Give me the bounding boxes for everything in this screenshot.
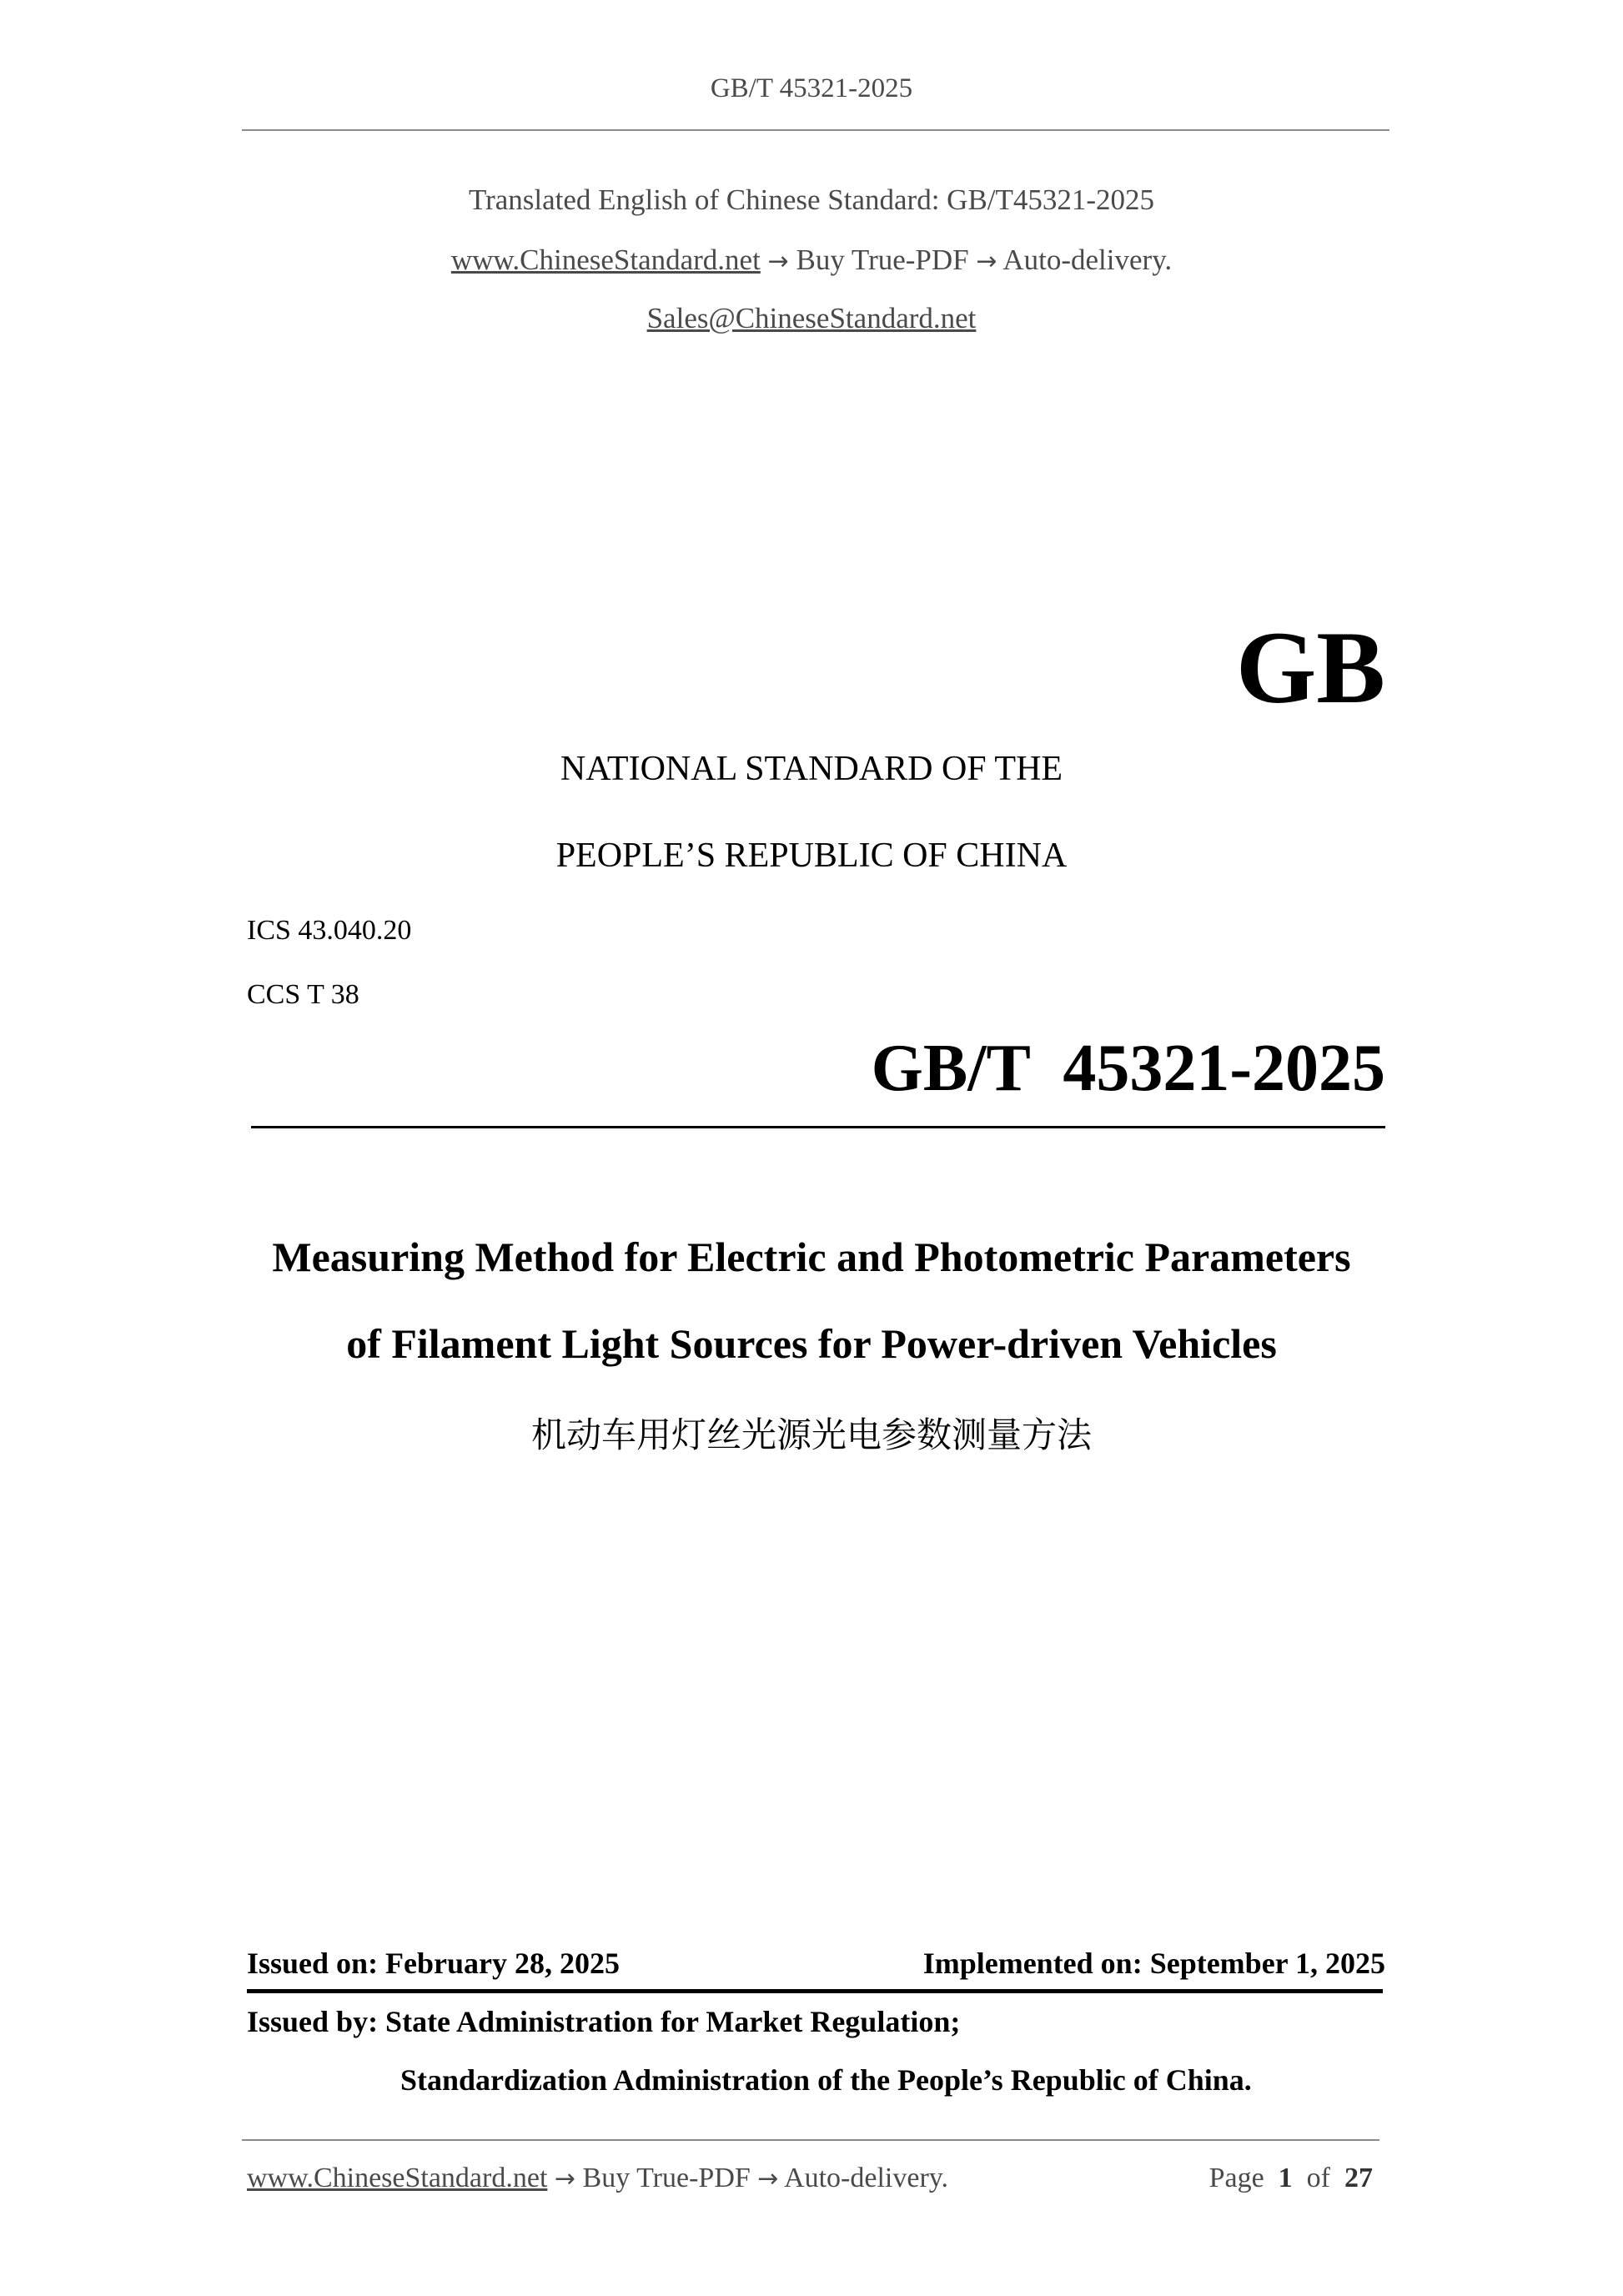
ccs-code: CCS T 38 [247,979,359,1010]
implemented-on-date: Implemented on: September 1, 2025 [922,1947,1385,1980]
arrow-right-icon: → [976,247,997,276]
footer-divider [242,2139,1379,2141]
footer-delivery-text: Auto-delivery. [784,2163,949,2193]
site-link[interactable]: www.ChineseStandard.net [450,244,761,276]
ics-code: ICS 43.040.20 [247,915,412,946]
footer-buy-text: Buy True-PDF [582,2163,751,2193]
buy-true-pdf-text: Buy True-PDF [796,244,969,276]
national-standard-line-1: NATIONAL STANDARD OF THE [560,750,1063,788]
page-of-word: of [1306,2163,1330,2193]
footer-links [247,2163,948,2194]
gb-logo: GB [1235,610,1385,725]
issued-by-line-2: Standardization Administration of the People’s Republic of China. [400,2063,1252,2097]
title-divider [251,1126,1385,1128]
standard-number: GB/T 45321-2025 [871,1032,1385,1105]
chinese-title: 机动车用灯丝光源光电参数测量方法 [530,1414,1092,1455]
english-title-line-2: of Filament Light Sources for Power-driven Vehicles [346,1320,1277,1367]
arrow-right-icon: → [757,2164,779,2193]
issued-on-date: Issued on: February 28, 2025 [247,1947,621,1980]
promo-links [0,244,1623,277]
issued-by-line-1: Issued by: State Administration for Market Regulation; [247,2005,961,2038]
promo-email [0,302,1623,335]
english-title-line-1: Measuring Method for Electric and Photometric Parameters [272,1233,1351,1280]
running-header: GB/T 45321-2025 [710,73,913,103]
page-word: Page [1208,2163,1264,2193]
promo-title: Translated English of Chinese Standard: GB/T45321-2025 [468,183,1155,216]
page-current: 1 [1278,2163,1293,2193]
national-standard-line-2: PEOPLE’S REPUBLIC OF CHINA [555,837,1068,875]
page-total: 27 [1344,2163,1373,2193]
sales-email-link[interactable]: Sales@ChineseStandard.net [646,302,977,334]
footer-site-link[interactable]: www.ChineseStandard.net [247,2163,548,2193]
auto-delivery-text: Auto-delivery. [1002,244,1173,276]
page-indicator [1209,2163,1373,2194]
arrow-right-icon: → [554,2164,576,2193]
dates-divider [247,1989,1383,1993]
arrow-right-icon: → [767,247,789,276]
header-divider [242,129,1389,131]
